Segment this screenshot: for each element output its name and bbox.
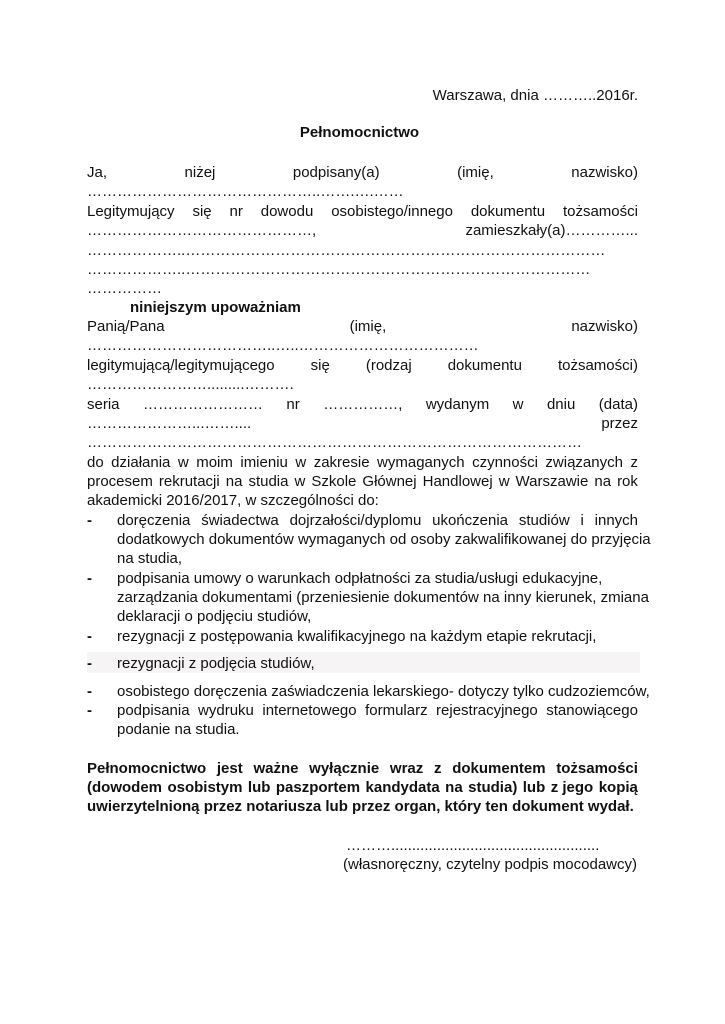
list-item-3: rezygnacji z postępowania kwalifikacyjnego na każdym etapie rekrutacji, xyxy=(117,628,597,645)
word: i xyxy=(580,512,584,529)
word: studia xyxy=(248,473,289,490)
word: studiów xyxy=(518,512,570,529)
word: wyłącznie xyxy=(309,760,380,777)
list-item-6-line-2: podanie na studia. xyxy=(117,721,240,738)
list-item-4: rezygnacji z podjęcia studiów, xyxy=(117,655,315,672)
word: innych xyxy=(594,512,638,529)
word: legitymującą/legitymującego xyxy=(87,357,275,374)
word: w xyxy=(512,396,524,413)
word: dniu xyxy=(546,396,576,413)
list-bullet: - xyxy=(87,628,92,645)
word: (dowodem xyxy=(87,779,162,796)
notice-line-1 xyxy=(87,759,638,778)
word: z jego xyxy=(550,779,594,796)
attorney-issuer-label: przez xyxy=(601,415,638,432)
word: działania xyxy=(111,454,171,471)
grantor-address-dots-1: ………………..………………………………………………………………………… xyxy=(87,242,606,259)
body-line-3: akademicki 2016/2017, w szczególności do: xyxy=(87,492,379,509)
word: w xyxy=(294,473,306,490)
word: się xyxy=(310,357,330,374)
word: kandydata xyxy=(365,779,440,796)
grantor-line-1 xyxy=(87,163,638,182)
word: (imię, xyxy=(457,164,494,181)
word: procesem xyxy=(87,473,153,490)
word: seria xyxy=(87,396,120,413)
body-line-1 xyxy=(87,453,638,472)
word: stanowiącego xyxy=(546,702,638,719)
notice-line-3: uwierzytelnioną przez notariusza lub przez organ, który ten dokument wydał. xyxy=(87,798,634,815)
grantor-name-dots: ………………………………………..…….….…… xyxy=(87,183,404,200)
list-item-2-line-2: zarządzania dokumentami (przeniesienie dokumentów na inny kierunek, zmiana xyxy=(117,589,649,606)
word: czynności xyxy=(472,454,538,471)
word: nazwisko) xyxy=(571,318,638,335)
attorney-doc-dots: …………………….........………. xyxy=(87,376,294,393)
word: z xyxy=(630,454,638,471)
grantor-address-dots-2: ………………..……………………………………………………………………… xyxy=(87,261,591,278)
word: do xyxy=(87,454,104,471)
word: ukończenia xyxy=(432,512,508,529)
word: kopią xyxy=(598,779,638,796)
signature-line: ……….................................................. xyxy=(346,837,600,854)
place-date: Warszawa, dnia ………..2016r. xyxy=(432,87,638,104)
word: osobistego/innego xyxy=(331,203,453,220)
grantor-id-dots: ………………………………………, xyxy=(87,222,317,239)
word: w xyxy=(498,473,510,490)
attorney-line-3 xyxy=(87,356,638,375)
word: imieniu xyxy=(240,454,288,471)
word: nazwisko) xyxy=(571,164,638,181)
word: dokumentu xyxy=(447,357,522,374)
list-item-2-line-3: deklaracji o podjęciu studiów, xyxy=(117,608,312,625)
word: formularz xyxy=(365,702,428,719)
word: (imię, xyxy=(349,318,387,335)
word: tożsamości) xyxy=(557,357,638,374)
word: rekrutacji xyxy=(158,473,220,490)
word: niżej xyxy=(184,164,216,181)
list-item-1-line-1 xyxy=(117,511,638,530)
signature-caption: (własnoręczny, czytelny podpis mocodawcy) xyxy=(343,856,638,873)
grantor-line-3 xyxy=(87,202,638,221)
word: Warszawie xyxy=(515,473,589,490)
word: dowodu xyxy=(260,203,314,220)
word: dokumentem xyxy=(452,760,546,777)
word: ……………, xyxy=(323,396,403,413)
word: wraz xyxy=(389,760,424,777)
word: podpisania xyxy=(117,702,190,719)
word: dojrzałości/dyplomu xyxy=(289,512,422,529)
word: w xyxy=(295,454,307,471)
attorney-line-5 xyxy=(87,395,638,414)
word: doręczenia xyxy=(117,512,191,529)
list-item-2-line-1: podpisania umowy o warunkach odpłatności za studia/usługi edukacyjne, xyxy=(117,570,603,587)
word: na xyxy=(225,473,243,490)
word: Głównej xyxy=(362,473,417,490)
list-bullet: - xyxy=(87,683,92,700)
word: nr xyxy=(286,396,300,413)
word: dokumentu xyxy=(470,203,546,220)
attorney-date-dots: …………………...…….... xyxy=(87,415,252,432)
notice-line-2 xyxy=(87,778,638,797)
attorney-name-dots: ………………………………..…..……………………………… xyxy=(87,337,479,354)
word: Szkole xyxy=(311,473,357,490)
word: studia) xyxy=(468,779,518,796)
word: podpisany(a) xyxy=(292,164,380,181)
attorney-line-1 xyxy=(87,317,638,336)
word: (data) xyxy=(598,396,638,413)
word: Panią/Pana xyxy=(87,318,165,335)
word: zakresie xyxy=(313,454,370,471)
word: rok xyxy=(617,473,638,490)
word: internetowego xyxy=(262,702,357,719)
word: związanych xyxy=(545,454,623,471)
attorney-line-6 xyxy=(87,414,638,433)
word: w xyxy=(177,454,189,471)
word: rejestracyjnego xyxy=(436,702,538,719)
grantor-line-4 xyxy=(87,221,638,240)
word: ważne xyxy=(253,760,299,777)
document-title: Pełnomocnictwo xyxy=(299,124,420,141)
word: tożsamości xyxy=(556,760,638,777)
list-bullet: - xyxy=(87,570,92,587)
grantor-residence: zamieszkały(a)…………... xyxy=(465,222,638,239)
word: lub xyxy=(247,779,271,796)
list-bullet: - xyxy=(87,655,92,672)
attorney-issuer-dots: ……………………………………………………………………………………… xyxy=(87,434,582,451)
word: wydruku xyxy=(198,702,254,719)
authorize-heading: niniejszym upoważniam xyxy=(130,299,301,316)
list-bullet: - xyxy=(87,512,92,529)
word: tożsamości xyxy=(562,203,638,220)
list-item-1-line-2: dodatkowych dokumentów wymaganych od osoby zakwalifikowanej do przyjęcia xyxy=(117,531,651,548)
list-item-6-line-1 xyxy=(117,701,638,720)
word: nr xyxy=(229,203,243,220)
word: Pełnomocnictwo xyxy=(87,760,207,777)
word: świadectwa xyxy=(201,512,279,529)
word: Legitymujący xyxy=(87,203,175,220)
grantor-address-dots-3: …………… xyxy=(87,280,162,297)
word: lub xyxy=(522,779,546,796)
word: (rodzaj xyxy=(365,357,412,374)
word: Ja, xyxy=(87,164,108,181)
word: moim xyxy=(196,454,233,471)
list-item-5: osobistego doręczenia zaświadczenia lekarskiego- dotyczy tylko cudzoziemców, xyxy=(117,683,650,700)
word: na xyxy=(445,779,463,796)
word: wydanym xyxy=(425,396,490,413)
word: na xyxy=(594,473,612,490)
list-bullet: - xyxy=(87,702,92,719)
word: Handlowej xyxy=(422,473,493,490)
word: jest xyxy=(216,760,243,777)
word: osobistym xyxy=(167,779,243,796)
body-line-2 xyxy=(87,472,638,491)
word: się xyxy=(192,203,212,220)
word: paszportem xyxy=(275,779,361,796)
list-item-1-line-3: na studia, xyxy=(117,550,183,567)
word: z xyxy=(433,760,442,777)
word: wymaganych xyxy=(377,454,465,471)
word: …………………… xyxy=(142,396,263,413)
